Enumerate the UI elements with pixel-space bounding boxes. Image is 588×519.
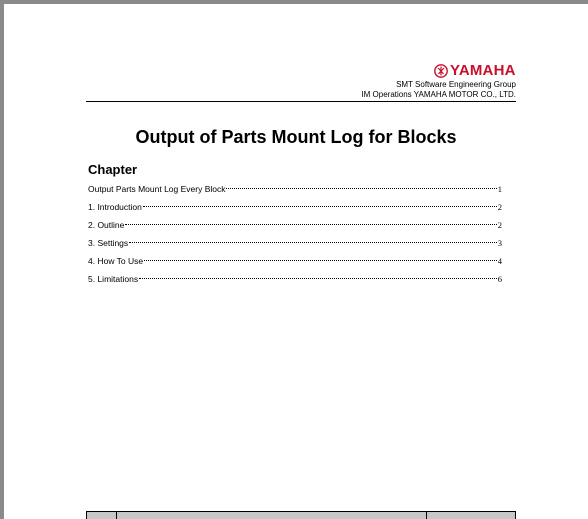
toc-entry-label: Output Parts Mount Log Every Block xyxy=(88,184,226,194)
toc-entry-page: 4 xyxy=(497,256,502,266)
toc-entry[interactable] xyxy=(88,234,502,252)
toc-entry[interactable] xyxy=(88,270,502,288)
header-group-line: SMT Software Engineering Group xyxy=(396,80,516,89)
header-company-line: IM Operations YAMAHA MOTOR CO., LTD. xyxy=(361,90,516,99)
footer-cell-divider xyxy=(86,512,87,519)
toc-leader-dots xyxy=(226,188,496,189)
toc-entry-page: 2 xyxy=(497,202,502,212)
brand-name: YAMAHA xyxy=(450,62,516,79)
toc-leader-dots xyxy=(125,224,496,225)
toc-entry[interactable] xyxy=(88,198,502,216)
toc-entry[interactable] xyxy=(88,216,502,234)
header-rule xyxy=(86,101,516,102)
toc-entry[interactable] xyxy=(88,252,502,270)
toc-leader-dots xyxy=(144,260,497,261)
document-title: Output of Parts Mount Log for Blocks xyxy=(135,127,457,147)
footer-cell-divider xyxy=(515,512,516,519)
footer-table xyxy=(86,511,516,519)
toc-leader-dots xyxy=(143,206,497,207)
toc-leader-dots xyxy=(139,278,497,279)
toc-entry[interactable] xyxy=(88,180,502,198)
toc-entry-label: 3. Settings xyxy=(88,238,129,248)
toc-entry-page: 2 xyxy=(497,220,502,230)
toc-entry-page: 6 xyxy=(497,274,502,284)
company-logo xyxy=(434,63,516,79)
table-of-contents xyxy=(88,180,502,288)
toc-entry-page: 1 xyxy=(497,184,502,194)
footer-cell-divider xyxy=(116,512,117,519)
toc-entry-label: 4. How To Use xyxy=(88,256,144,266)
chapter-heading: Chapter xyxy=(88,162,138,177)
tuning-fork-emblem-icon xyxy=(434,64,448,78)
toc-entry-label: 2. Outline xyxy=(88,220,125,230)
toc-entry-label: 1. Introduction xyxy=(88,202,142,212)
footer-cell-divider xyxy=(426,512,427,519)
document-page xyxy=(4,4,588,519)
toc-leader-dots xyxy=(129,242,497,243)
toc-entry-page: 3 xyxy=(497,238,502,248)
toc-entry-label: 5. Limitations xyxy=(88,274,139,284)
